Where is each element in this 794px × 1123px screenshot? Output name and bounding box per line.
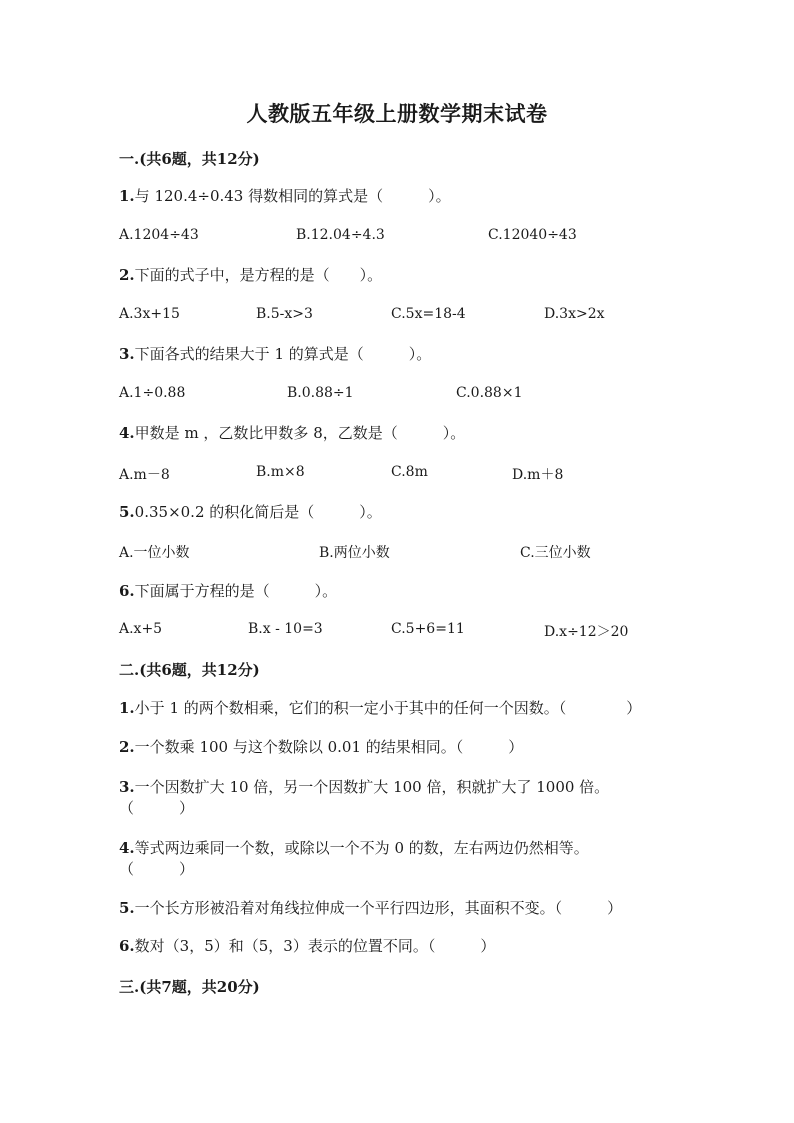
question-text: 下面属于方程的是（ ）。 [134, 582, 338, 600]
question-2-2 [119, 736, 523, 758]
option-a: A.3x+15 [119, 306, 180, 322]
option-a: A.x+5 [119, 621, 163, 637]
question-text: 小于 1 的两个数相乘，它们的积一定小于其中的任何一个因数。（ ） [134, 699, 642, 717]
question-text: 下面的式子中，是方程的是（ ）。 [134, 266, 383, 284]
question-number: 1. [119, 699, 135, 717]
answer-blank: （ ） [119, 860, 195, 878]
option-b: B.12.04÷4.3 [296, 227, 385, 243]
option-c: C.5+6=11 [391, 621, 465, 637]
question-number: 2. [119, 266, 135, 284]
section-heading-2: 二.(共6题，共12分) [119, 661, 260, 679]
question-1-5 [119, 501, 382, 523]
question-1-2 [119, 264, 382, 286]
option-c: C.8m [391, 464, 428, 480]
question-number: 4. [119, 424, 135, 442]
question-1-3 [119, 343, 431, 365]
option-c: C.12040÷43 [488, 227, 577, 243]
option-d: D.x÷12＞20 [544, 624, 629, 640]
option-a: A.m－8 [119, 467, 170, 483]
option-c: C.5x=18-4 [391, 306, 466, 322]
question-text: 一个长方形被沿着对角线拉伸成一个平行四边形，其面积不变。（ ） [134, 899, 623, 917]
question-text: 甲数是 m ，乙数比甲数多 8，乙数是（ ）。 [134, 424, 466, 442]
question-number: 6. [119, 937, 135, 955]
option-a: A.1÷0.88 [119, 385, 186, 401]
question-2-6 [119, 935, 495, 957]
option-b: B.m×8 [256, 464, 305, 480]
option-d: D.3x>2x [544, 306, 605, 322]
question-2-4 [119, 837, 589, 859]
question-2-5 [119, 897, 622, 919]
question-number: 4. [119, 839, 135, 857]
question-number: 1. [119, 187, 135, 205]
question-text: 一个数乘 100 与这个数除以 0.01 的结果相同。（ ） [134, 738, 524, 756]
option-b: B.x - 10=3 [248, 621, 323, 637]
section-heading-3: 三.(共7题，共20分) [119, 978, 260, 996]
option-d: D.m＋8 [512, 467, 564, 483]
question-number: 5. [119, 503, 135, 521]
option-a: A.一位小数 [119, 545, 190, 561]
question-text: 与 120.4÷0.43 得数相同的算式是（ ）。 [134, 187, 451, 205]
question-number: 5. [119, 899, 135, 917]
option-c: C.三位小数 [520, 545, 591, 561]
answer-blank: （ ） [119, 799, 195, 817]
question-text: 数对（3，5）和（5，3）表示的位置不同。（ ） [134, 937, 496, 955]
question-1-1 [119, 185, 451, 207]
question-number: 3. [119, 778, 135, 796]
question-number: 3. [119, 345, 135, 363]
question-number: 2. [119, 738, 135, 756]
question-1-6 [119, 580, 337, 602]
question-text: 下面各式的结果大于 1 的算式是（ ）。 [134, 345, 432, 363]
question-text: 一个因数扩大 10 倍，另一个因数扩大 100 倍，积就扩大了 1000 倍。 [134, 778, 610, 796]
option-a: A.1204÷43 [119, 227, 199, 243]
question-2-1 [119, 697, 641, 719]
question-number: 6. [119, 582, 135, 600]
question-text: 0.35×0.2 的积化简后是（ ）。 [134, 503, 382, 521]
question-1-4 [119, 422, 465, 444]
option-c: C.0.88×1 [456, 385, 523, 401]
section-heading-1: 一.(共6题，共12分) [119, 150, 260, 168]
question-2-3 [119, 776, 609, 798]
option-b: B.5-x>3 [256, 306, 313, 322]
option-b: B.0.88÷1 [287, 385, 354, 401]
option-b: B.两位小数 [319, 545, 390, 561]
question-text: 等式两边乘同一个数，或除以一个不为 0 的数，左右两边仍然相等。 [134, 839, 589, 857]
page-title: 人教版五年级上册数学期末试卷 [246, 101, 548, 126]
